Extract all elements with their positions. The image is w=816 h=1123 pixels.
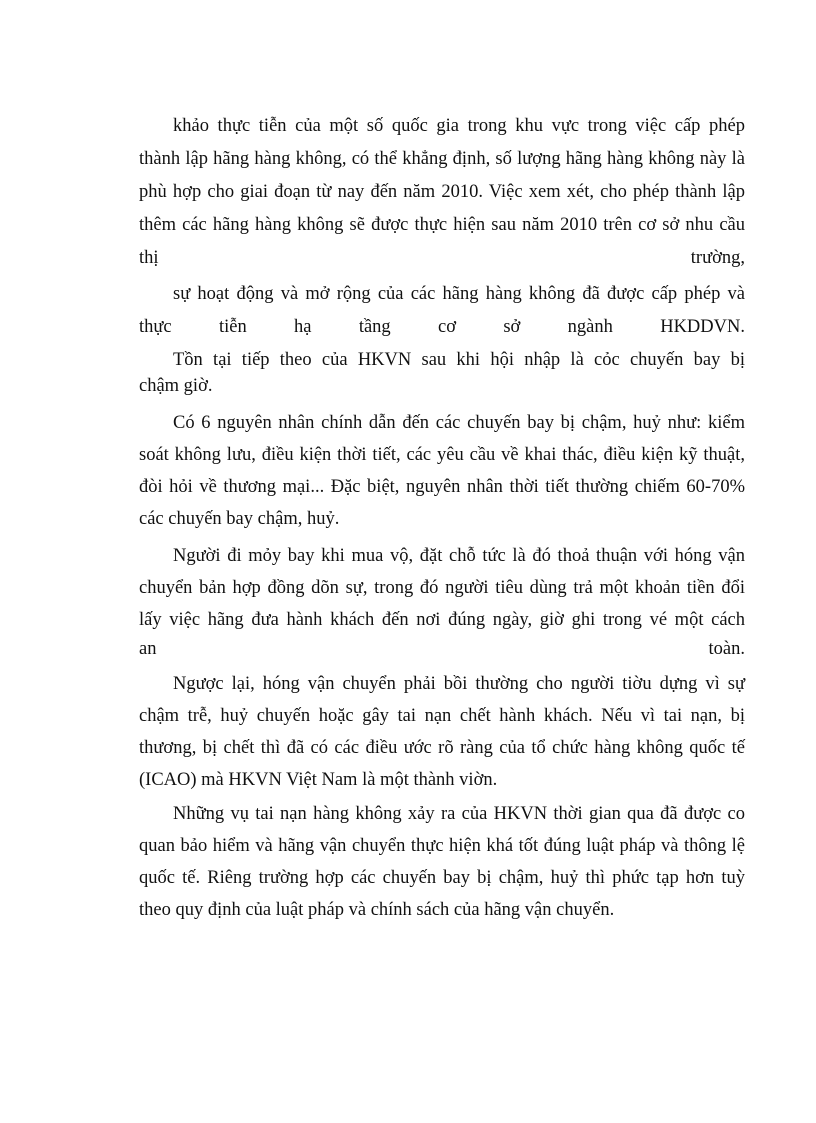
text-line: đòi hỏi về thương mại... Đặc biệt, nguyên nhân thời tiết thường chiếm 60-70% xyxy=(139,477,745,497)
text-line: theo quy định của luật pháp và chính sách của hãng vận chuyển. xyxy=(139,900,615,920)
text-line: quốc tế. Riêng trường hợp các chuyến bay bị chậm, huỷ thì phức tạp hơn tuỳ xyxy=(139,868,745,888)
text-line: Người đi mỏy bay khi mua vộ, đặt chỗ tức là đó thoả thuận với hóng vận xyxy=(173,546,745,566)
text-line: thương, bị chết thì đã có các điều ước rõ ràng của tổ chức hàng không quốc tế xyxy=(139,738,745,758)
text-line: lấy việc hãng đưa hành khách đến nơi đúng ngày, giờ ghi trong vé một cách xyxy=(139,610,745,630)
text-line: Những vụ tai nạn hàng không xảy ra của HKVN thời gian qua đã được co xyxy=(173,804,745,824)
text-line: thực tiễn hạ tầng cơ sở ngành HKDDVN. xyxy=(139,317,745,337)
text-line: soát không lưu, điều kiện thời tiết, các yêu cầu về khai thác, điều kiện kỹ thuật, xyxy=(139,445,745,465)
text-line: chậm giờ. xyxy=(139,376,213,396)
text-line: Có 6 nguyên nhân chính dẫn đến các chuyến bay bị chậm, huỷ như: kiểm xyxy=(173,413,745,433)
text-line: thị trường, xyxy=(139,248,745,268)
text-line: Tồn tại tiếp theo của HKVN sau khi hội nhập là cỏc chuyến bay bị xyxy=(173,350,745,370)
text-line: thành lập hãng hàng không, có thể khẳng định, số lượng hãng hàng không này là xyxy=(139,149,745,169)
text-line: Ngược lại, hóng vận chuyển phải bồi thường cho người tiờu dựng vì sự xyxy=(173,674,745,694)
text-line: chậm trễ, huỷ chuyến hoặc gây tai nạn chết hành khách. Nếu vì tai nạn, bị xyxy=(139,706,745,726)
text-line: khảo thực tiễn của một số quốc gia trong khu vực trong việc cấp phép xyxy=(173,116,745,136)
text-line: an toàn. xyxy=(139,639,745,659)
text-line: thêm các hãng hàng không sẽ được thực hiện sau năm 2010 trên cơ sở nhu cầu xyxy=(139,215,745,235)
text-line: chuyển bản hợp đồng dõn sự, trong đó người tiêu dùng trả một khoản tiền đổi xyxy=(139,578,745,598)
text-line: quan bảo hiểm và hãng vận chuyển thực hiện khá tốt đúng luật pháp và thông lệ xyxy=(139,836,745,856)
text-line: sự hoạt động và mở rộng của các hãng hàng không đã được cấp phép và xyxy=(173,284,745,304)
text-line: phù hợp cho giai đoạn từ nay đến năm 2010. Việc xem xét, cho phép thành lập xyxy=(139,182,745,202)
text-line: (ICAO) mà HKVN Việt Nam là một thành viờn. xyxy=(139,770,498,790)
text-line: các chuyến bay chậm, huỷ. xyxy=(139,509,340,529)
